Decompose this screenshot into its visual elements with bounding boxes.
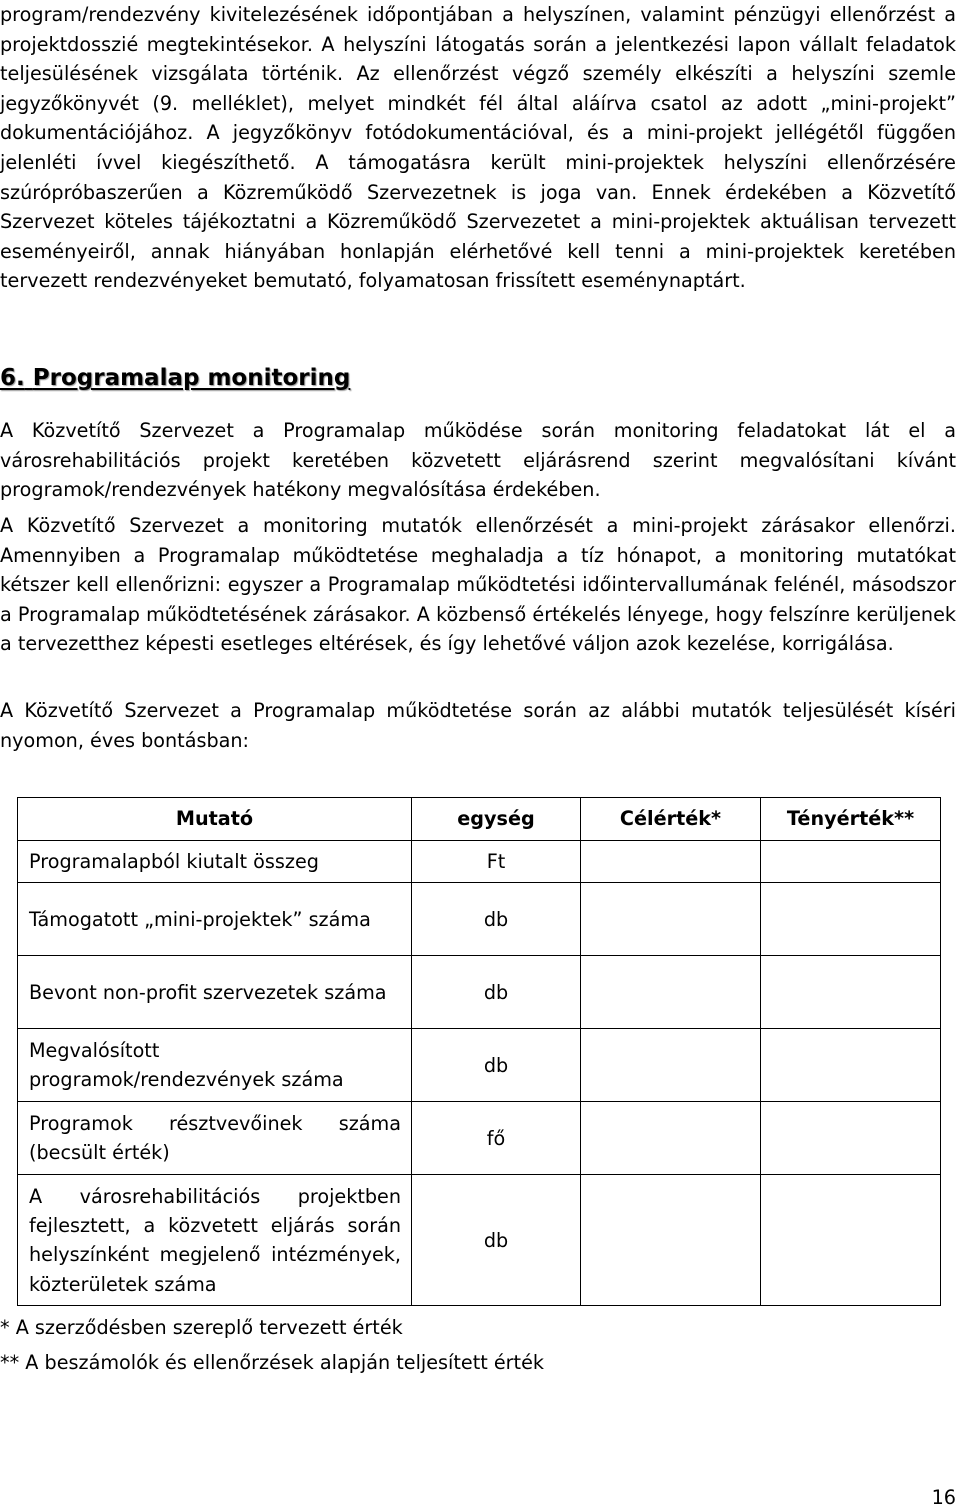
table-header-row: [18, 798, 941, 841]
indicator-unit: db: [412, 956, 581, 1029]
indicator-target: [581, 1029, 761, 1102]
paragraph-monitoring-intro: A Közvetítő Szervezet a Programalap működése során monitoring feladatokat lát el a városrehabilitációs projekt keretében közvetett eljárásrend szerint megvalósítani kívánt programok/rendezvények hatékony megvalósítása érdekében.: [0, 419, 956, 502]
indicator-target: [581, 1102, 761, 1175]
indicator-actual: [761, 1029, 941, 1102]
indicator-target: [581, 1175, 761, 1306]
indicator-actual: [761, 883, 941, 956]
indicators-table: [17, 797, 941, 1306]
indicator-unit: fő: [412, 1102, 581, 1175]
indicator-name: Programok résztvevőinek száma (becsült érték): [18, 1102, 412, 1175]
table-row: [18, 1175, 941, 1306]
table-row: [18, 1029, 941, 1102]
indicator-name: Támogatott „mini-projektek” száma: [18, 883, 412, 956]
indicator-name: A városrehabilitációs projektben fejlesztett, a közvetett eljárás során helyszínként megjelenő intézmények, közterületek száma: [18, 1175, 412, 1306]
indicator-target: [581, 883, 761, 956]
indicator-target: [581, 956, 761, 1029]
indicator-unit: db: [412, 883, 581, 956]
header-actual-value: Tényérték**: [761, 798, 941, 841]
indicator-name: Bevont non-profit szervezetek száma: [18, 956, 412, 1029]
section-number: 6.: [0, 365, 25, 391]
footnote-actual-value: ** A beszámolók és ellenőrzések alapján teljesített érték: [0, 1351, 544, 1374]
paragraph-indicators-intro: A Közvetítő Szervezet a Programalap működtetése során az alábbi mutatók teljesülését kíséri nyomon, éves bontásban:: [0, 699, 956, 752]
indicator-unit: db: [412, 1175, 581, 1306]
header-indicator: Mutató: [18, 798, 412, 841]
indicator-actual: [761, 956, 941, 1029]
indicator-unit: Ft: [412, 841, 581, 883]
section-title: Programalap monitoring: [32, 365, 351, 391]
table-row: [18, 883, 941, 956]
page-number: 16: [931, 1486, 956, 1509]
header-unit: egység: [412, 798, 581, 841]
indicator-unit: db: [412, 1029, 581, 1102]
indicator-name: Megvalósított programok/rendezvények száma: [18, 1029, 412, 1102]
indicator-actual: [761, 1175, 941, 1306]
indicator-actual: [761, 1102, 941, 1175]
indicator-actual: [761, 841, 941, 883]
indicator-name: Programalapból kiutalt összeg: [18, 841, 412, 883]
header-target-value: Célérték*: [581, 798, 761, 841]
section-heading: [0, 362, 350, 394]
indicator-target: [581, 841, 761, 883]
footnote-target-value: * A szerződésben szereplő tervezett érték: [0, 1316, 403, 1339]
paragraph-site-inspection: program/rendezvény kivitelezésének időpontjában a helyszínen, valamint pénzügyi ellenőrzést a projektdosszié megtekintésekor. A helyszíni látogatás során a jelentkezési lapon vállalt feladatok teljesülésének vizsgálata történik. Az ellenőrzést végző személy elkészíti a helyszíni szemle jegyzőkönyvét (9. melléklet), melyet mindkét fél által aláírva csatol az adott „mini-projekt” dokumentációjához. A jegyzőkönyv fotódokumentációval, és a mini-projekt jellégétől függően jelenléti ívvel kiegészíthető. A támogatásra került mini-projektek helyszíni ellenőrzésére szúrópróbaszerűen a Közreműködő Szervezetnek is joga van. Ennek érdekében a Közvetítő Szervezet köteles tájékoztatni a Közreműködő Szervezetet a mini-projektek aktuálisan tervezett eseményeiről, annak hiányában honlapján elérhetővé kell tenni a mini-projektek keretében tervezett rendezvényeket bemutató, folyamatosan frissített eseménynaptárt.: [0, 3, 956, 293]
table-row: [18, 841, 941, 883]
paragraph-monitoring-checks: A Közvetítő Szervezet a monitoring mutatók ellenőrzését a mini-projekt zárásakor ellenőrzi. Amennyiben a Programalap működtetése meghaladja a tíz hónapot, a monitoring mutatókat kétszer kell ellenőrizni: egyszer a Programalap működtetési időintervallumának felénél, másodszor a Programalap működtetésének zárásakor. A közbenső értékelés lényege, hogy felszínre kerüljenek a tervezetthez képesti esetleges eltérések, és így lehetővé váljon azok kezelése, korrigálása.: [0, 514, 956, 656]
table-row: [18, 1102, 941, 1175]
table-row: [18, 956, 941, 1029]
